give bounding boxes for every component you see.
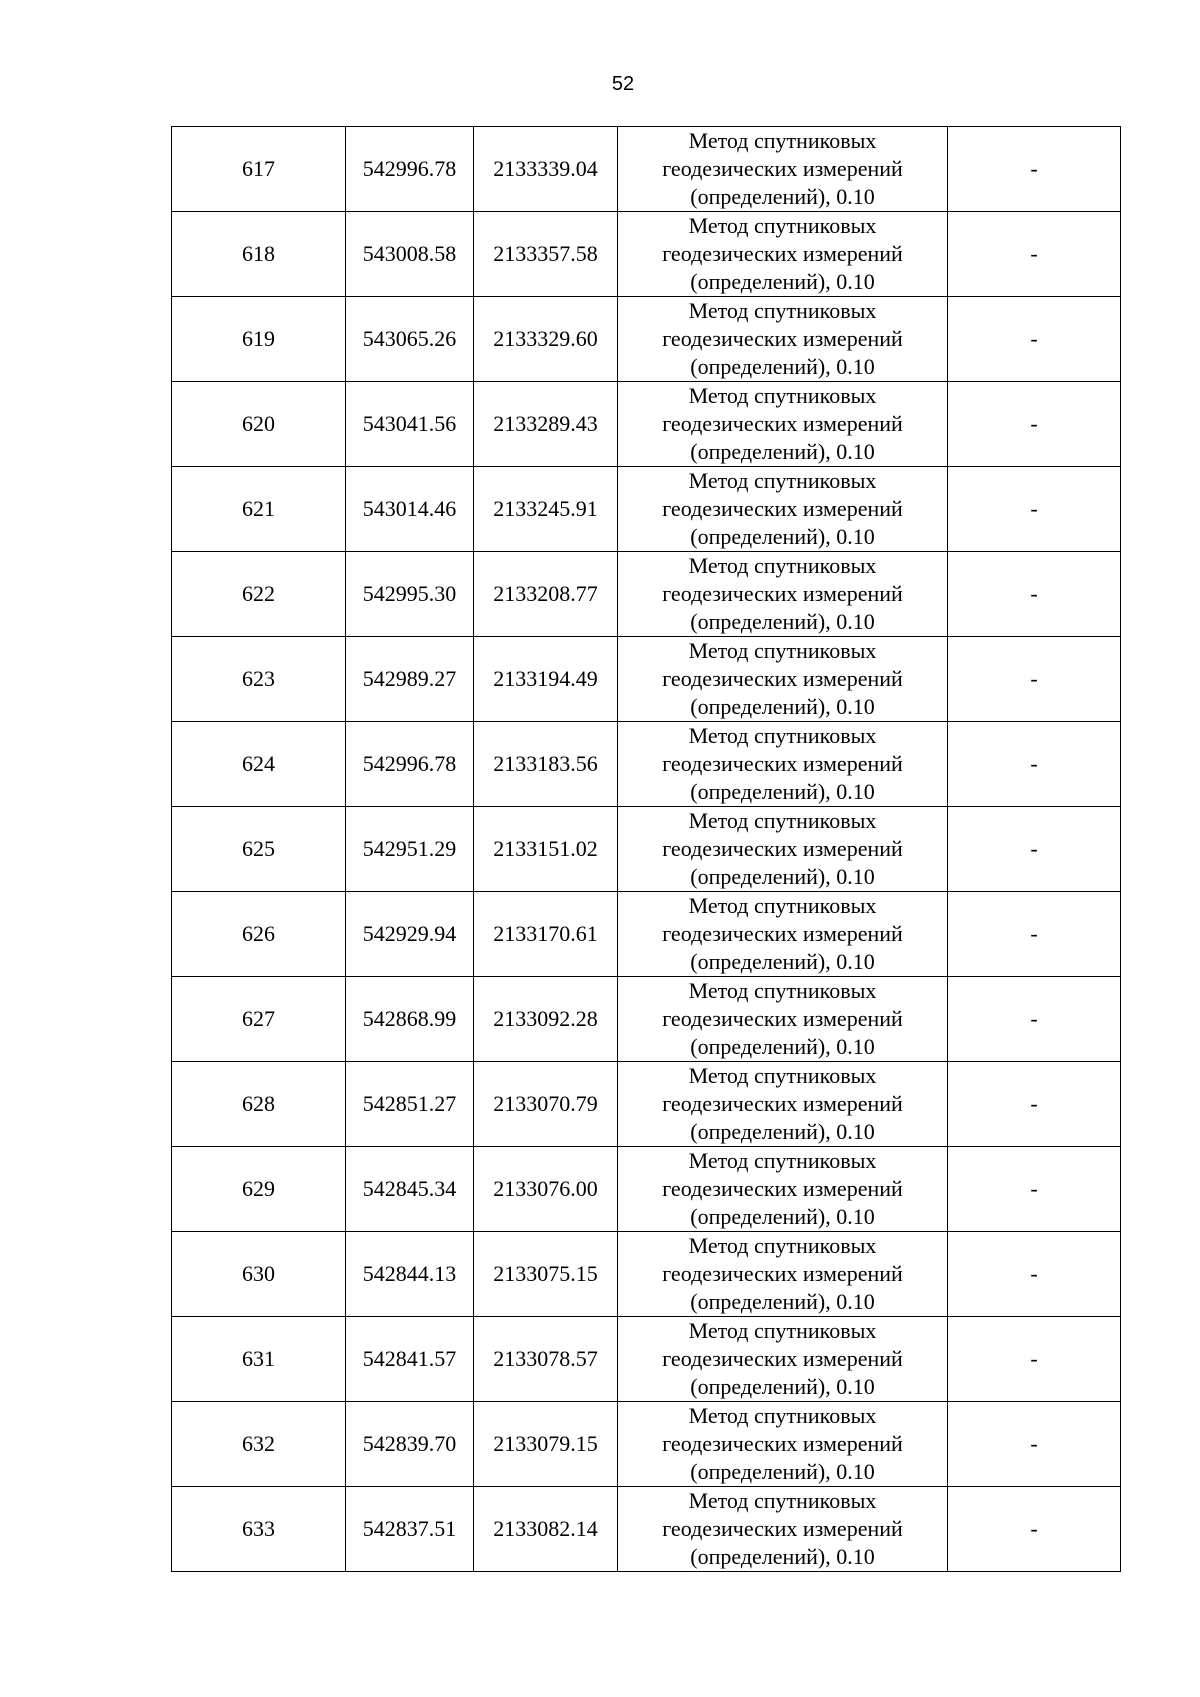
x-coordinate-cell: 542995.30 [346,552,474,637]
method-line: (определений), 0.10 [690,354,875,379]
note-cell: - [948,1232,1121,1317]
x-coordinate-cell: 543014.46 [346,467,474,552]
y-coordinate-cell: 2133070.79 [474,1062,618,1147]
note-cell: - [948,1147,1121,1232]
method-line: (определений), 0.10 [690,184,875,209]
method-line: Метод спутниковых [688,1318,877,1343]
table-row [172,127,1121,212]
method-line: Метод спутниковых [688,1233,877,1258]
y-coordinate-cell: 2133329.60 [474,297,618,382]
point-number-cell: 621 [172,467,346,552]
x-coordinate-cell: 542851.27 [346,1062,474,1147]
method-line: (определений), 0.10 [690,949,875,974]
method-line: геодезических измерений [662,921,903,946]
method-line: (определений), 0.10 [690,1204,875,1229]
y-coordinate-cell: 2133092.28 [474,977,618,1062]
table-row [172,1402,1121,1487]
y-coordinate-cell: 2133339.04 [474,127,618,212]
method-cell [618,1232,948,1317]
x-coordinate-cell: 542841.57 [346,1317,474,1402]
note-cell: - [948,382,1121,467]
point-number-cell: 624 [172,722,346,807]
method-cell [618,722,948,807]
method-line: геодезических измерений [662,326,903,351]
note-cell: - [948,297,1121,382]
x-coordinate-cell: 542837.51 [346,1487,474,1572]
table-row [172,1232,1121,1317]
x-coordinate-cell: 542951.29 [346,807,474,892]
method-cell [618,977,948,1062]
method-line: геодезических измерений [662,1091,903,1116]
y-coordinate-cell: 2133075.15 [474,1232,618,1317]
method-line: геодезических измерений [662,666,903,691]
y-coordinate-cell: 2133194.49 [474,637,618,722]
point-number-cell: 620 [172,382,346,467]
method-line: Метод спутниковых [688,1403,877,1428]
method-line: геодезических измерений [662,836,903,861]
table-row [172,892,1121,977]
method-cell [618,212,948,297]
method-cell [618,467,948,552]
point-number-cell: 629 [172,1147,346,1232]
method-line: геодезических измерений [662,1516,903,1541]
method-line: (определений), 0.10 [690,694,875,719]
method-line: геодезических измерений [662,156,903,181]
method-cell [618,127,948,212]
method-line: (определений), 0.10 [690,1459,875,1484]
y-coordinate-cell: 2133170.61 [474,892,618,977]
method-line: (определений), 0.10 [690,609,875,634]
table-row [172,637,1121,722]
y-coordinate-cell: 2133079.15 [474,1402,618,1487]
method-line: (определений), 0.10 [690,439,875,464]
method-line: Метод спутниковых [688,893,877,918]
note-cell: - [948,1317,1121,1402]
method-line: Метод спутниковых [688,808,877,833]
page-number: 52 [611,73,635,95]
y-coordinate-cell: 2133289.43 [474,382,618,467]
y-coordinate-cell: 2133078.57 [474,1317,618,1402]
table-row [172,807,1121,892]
method-line: Метод спутниковых [688,383,877,408]
point-number-cell: 628 [172,1062,346,1147]
table-row [172,382,1121,467]
coordinates-table-body [172,127,1121,1572]
method-line: Метод спутниковых [688,468,877,493]
method-line: (определений), 0.10 [690,864,875,889]
table-row [172,722,1121,807]
x-coordinate-cell: 542839.70 [346,1402,474,1487]
table-row [172,467,1121,552]
point-number-cell: 622 [172,552,346,637]
x-coordinate-cell: 542989.27 [346,637,474,722]
y-coordinate-cell: 2133208.77 [474,552,618,637]
point-number-cell: 617 [172,127,346,212]
method-line: Метод спутниковых [688,553,877,578]
method-cell [618,1487,948,1572]
method-line: Метод спутниковых [688,128,877,153]
method-line: геодезических измерений [662,751,903,776]
method-line: (определений), 0.10 [690,779,875,804]
method-line: (определений), 0.10 [690,1119,875,1144]
method-cell [618,552,948,637]
point-number-cell: 627 [172,977,346,1062]
x-coordinate-cell: 543065.26 [346,297,474,382]
x-coordinate-cell: 543041.56 [346,382,474,467]
note-cell: - [948,807,1121,892]
method-line: геодезических измерений [662,1431,903,1456]
method-line: Метод спутниковых [688,1148,877,1173]
method-line: (определений), 0.10 [690,1034,875,1059]
method-line: Метод спутниковых [688,1063,877,1088]
method-cell [618,1062,948,1147]
coordinates-table [171,126,1121,1572]
point-number-cell: 623 [172,637,346,722]
table-row [172,552,1121,637]
method-line: (определений), 0.10 [690,1374,875,1399]
method-cell [618,892,948,977]
point-number-cell: 618 [172,212,346,297]
method-cell [618,807,948,892]
method-cell [618,1317,948,1402]
x-coordinate-cell: 542844.13 [346,1232,474,1317]
table-row [172,1147,1121,1232]
method-line: Метод спутниковых [688,978,877,1003]
note-cell: - [948,1487,1121,1572]
point-number-cell: 633 [172,1487,346,1572]
note-cell: - [948,892,1121,977]
y-coordinate-cell: 2133183.56 [474,722,618,807]
x-coordinate-cell: 542929.94 [346,892,474,977]
note-cell: - [948,212,1121,297]
method-line: геодезических измерений [662,1176,903,1201]
method-line: геодезических измерений [662,496,903,521]
point-number-cell: 630 [172,1232,346,1317]
x-coordinate-cell: 542996.78 [346,127,474,212]
method-line: геодезических измерений [662,411,903,436]
note-cell: - [948,552,1121,637]
table-row [172,1317,1121,1402]
y-coordinate-cell: 2133076.00 [474,1147,618,1232]
note-cell: - [948,467,1121,552]
method-cell [618,382,948,467]
point-number-cell: 632 [172,1402,346,1487]
method-line: Метод спутниковых [688,213,877,238]
method-line: Метод спутниковых [688,638,877,663]
x-coordinate-cell: 542868.99 [346,977,474,1062]
point-number-cell: 626 [172,892,346,977]
method-line: геодезических измерений [662,1261,903,1286]
method-line: Метод спутниковых [688,723,877,748]
x-coordinate-cell: 542996.78 [346,722,474,807]
method-line: геодезических измерений [662,1006,903,1031]
method-cell [618,637,948,722]
y-coordinate-cell: 2133151.02 [474,807,618,892]
note-cell: - [948,127,1121,212]
y-coordinate-cell: 2133357.58 [474,212,618,297]
point-number-cell: 625 [172,807,346,892]
note-cell: - [948,1402,1121,1487]
table-row [172,1062,1121,1147]
method-line: (определений), 0.10 [690,1289,875,1314]
point-number-cell: 631 [172,1317,346,1402]
method-line: геодезических измерений [662,241,903,266]
y-coordinate-cell: 2133082.14 [474,1487,618,1572]
table-row [172,977,1121,1062]
x-coordinate-cell: 542845.34 [346,1147,474,1232]
method-cell [618,1402,948,1487]
note-cell: - [948,977,1121,1062]
method-line: (определений), 0.10 [690,524,875,549]
method-line: Метод спутниковых [688,1488,877,1513]
note-cell: - [948,722,1121,807]
method-line: геодезических измерений [662,1346,903,1371]
method-line: Метод спутниковых [688,298,877,323]
note-cell: - [948,637,1121,722]
method-cell [618,1147,948,1232]
x-coordinate-cell: 543008.58 [346,212,474,297]
table-row [172,297,1121,382]
y-coordinate-cell: 2133245.91 [474,467,618,552]
method-line: геодезических измерений [662,581,903,606]
table-row [172,1487,1121,1572]
table-row [172,212,1121,297]
method-line: (определений), 0.10 [690,1544,875,1569]
note-cell: - [948,1062,1121,1147]
point-number-cell: 619 [172,297,346,382]
method-line: (определений), 0.10 [690,269,875,294]
method-cell [618,297,948,382]
